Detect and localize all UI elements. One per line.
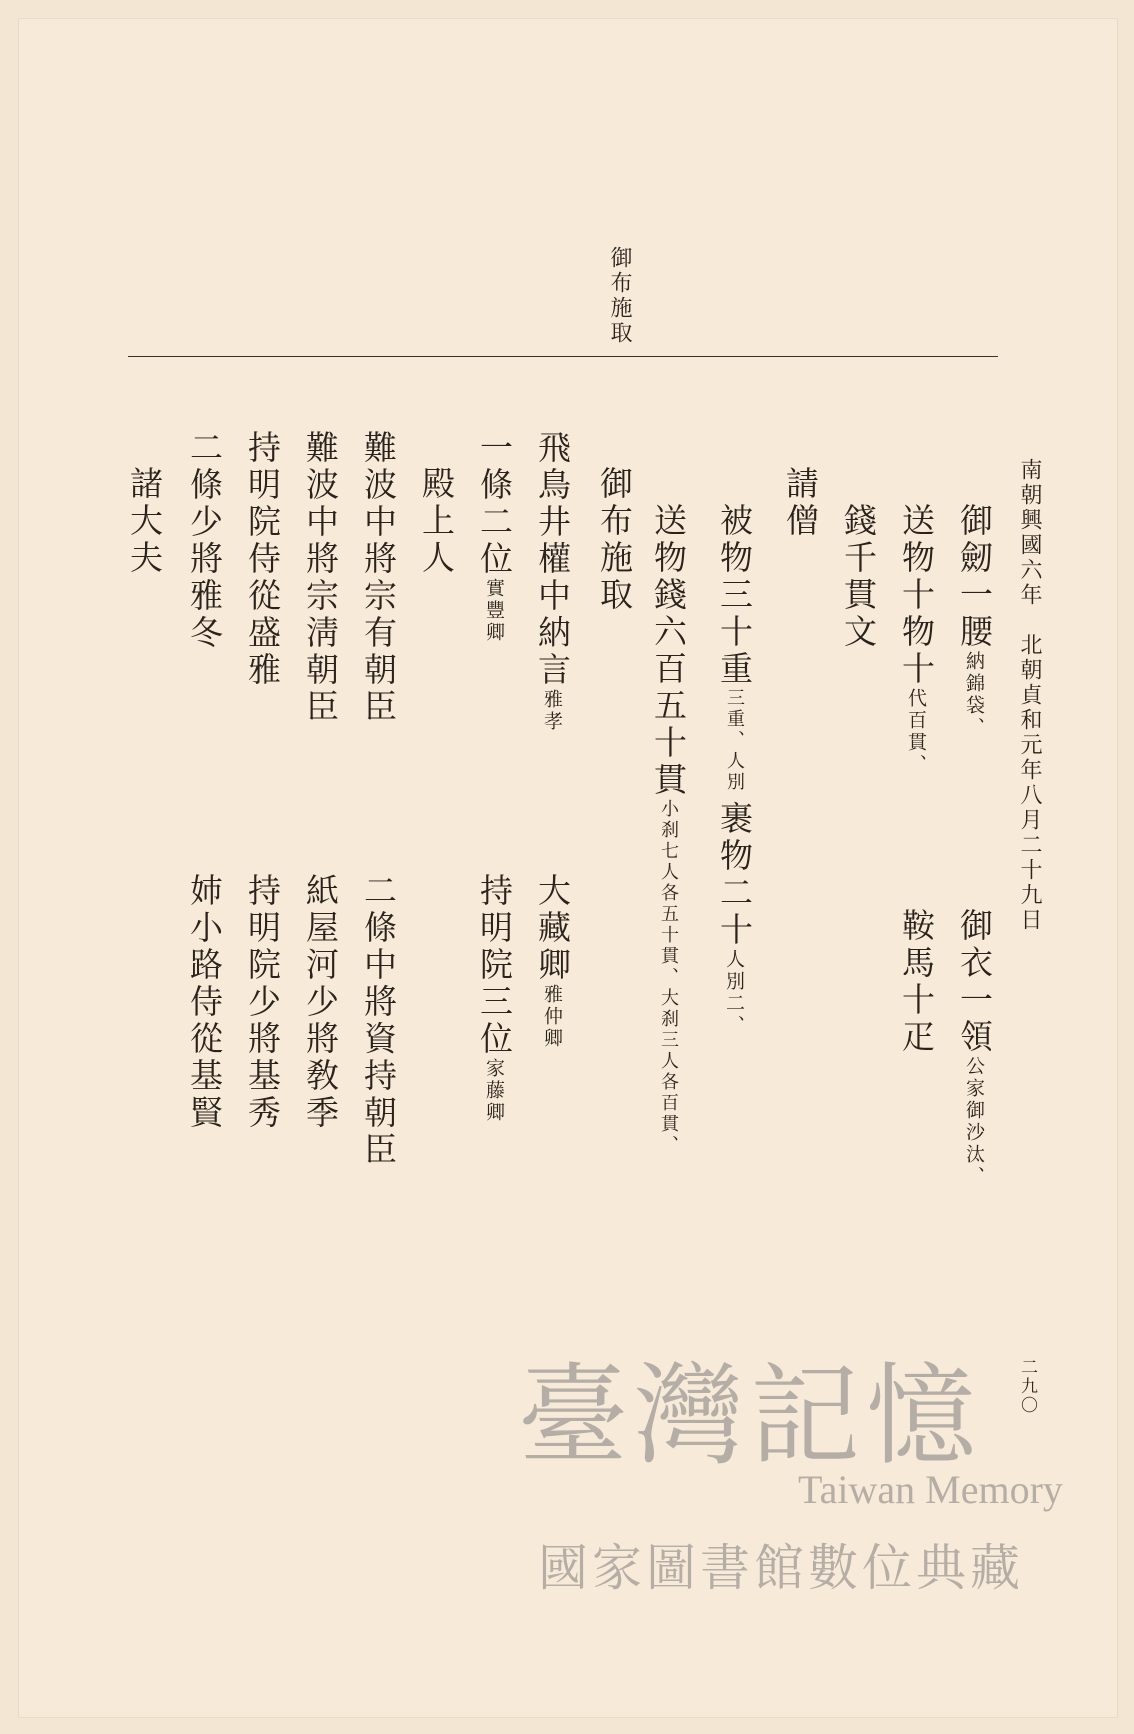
col-9b-note: 雅仲卿 bbox=[541, 984, 563, 1050]
col-3b-text: 鞍馬十疋 bbox=[897, 908, 936, 1056]
col-2b bbox=[955, 908, 994, 1188]
col-2b-note: 公家御沙汰、 bbox=[963, 1056, 985, 1188]
col-10b-note: 家藤卿 bbox=[483, 1058, 505, 1124]
col-10b bbox=[475, 873, 514, 1124]
col-16: 諸大夫 bbox=[125, 466, 164, 577]
col-2a bbox=[955, 503, 994, 739]
col-10b-text: 持明院三位 bbox=[475, 873, 514, 1058]
col-13a: 難波中將宗淸朝臣 bbox=[301, 430, 340, 726]
col-15a: 二條少將雅冬 bbox=[185, 430, 224, 652]
col-3a bbox=[897, 503, 936, 776]
col-3a-note: 代百貫、 bbox=[905, 688, 927, 776]
col-7-text: 送物錢六百五十貫 bbox=[649, 503, 688, 799]
running-title: 御布施取 bbox=[607, 246, 632, 346]
col-3b bbox=[897, 908, 936, 1056]
col-2a-note: 納錦袋、 bbox=[963, 651, 985, 739]
col-12a: 難波中將宗有朝臣 bbox=[359, 430, 398, 726]
col-9b bbox=[533, 873, 572, 1050]
page-number: 二九〇 bbox=[1017, 1358, 1037, 1415]
col-14a: 持明院侍從盛雅 bbox=[243, 430, 282, 689]
col-8: 御布施取 bbox=[595, 466, 634, 614]
document-page bbox=[18, 18, 1118, 1718]
col-6 bbox=[715, 503, 754, 1037]
col-6a-text: 被物三十重 bbox=[715, 503, 754, 688]
header-rule bbox=[128, 356, 998, 357]
col-14b: 持明院少將基秀 bbox=[243, 873, 282, 1132]
col-9a bbox=[533, 430, 572, 733]
col-6a-note: 人別 三重、 bbox=[724, 688, 745, 793]
col-9a-text: 飛鳥井權中納言 bbox=[533, 430, 572, 689]
col-2b-text: 御衣一領 bbox=[955, 908, 994, 1056]
watermark bbox=[518, 1328, 1078, 1628]
col-5: 請僧 bbox=[781, 466, 820, 540]
col-3a-text: 送物十物十 bbox=[897, 503, 936, 688]
col-9a-note: 雅孝 bbox=[541, 689, 563, 733]
watermark-library: 國家圖書館數位典藏 bbox=[538, 1539, 1024, 1597]
col-11: 殿上人 bbox=[417, 466, 456, 577]
col-2a-text: 御劒一腰 bbox=[955, 503, 994, 651]
watermark-chinese: 臺灣記憶 bbox=[518, 1352, 982, 1480]
col-15b: 姉小路侍從基賢 bbox=[185, 873, 224, 1132]
col-12b: 二條中將資持朝臣 bbox=[359, 873, 398, 1169]
watermark-english: Taiwan Memory bbox=[798, 1467, 1063, 1512]
col-10a-note: 實豐卿 bbox=[483, 578, 505, 644]
col-6b-text: 裹物二十 bbox=[715, 801, 754, 949]
col-4: 錢千貫文 bbox=[839, 503, 878, 651]
col-9b-text: 大藏卿 bbox=[533, 873, 572, 984]
col-10a-text: 一條二位 bbox=[475, 430, 514, 578]
col-10a bbox=[475, 430, 514, 644]
col-13b: 紙屋河少將敎季 bbox=[301, 873, 340, 1132]
col-7 bbox=[649, 503, 688, 1156]
col-6b-note: 人別二、 bbox=[723, 949, 745, 1037]
date-line: 南朝興國六年 北朝貞和元年八月二十九日 bbox=[1017, 458, 1042, 933]
col-7-note: 大刹三人各百貫、 小刹七人各五十貫、 bbox=[658, 799, 679, 1156]
